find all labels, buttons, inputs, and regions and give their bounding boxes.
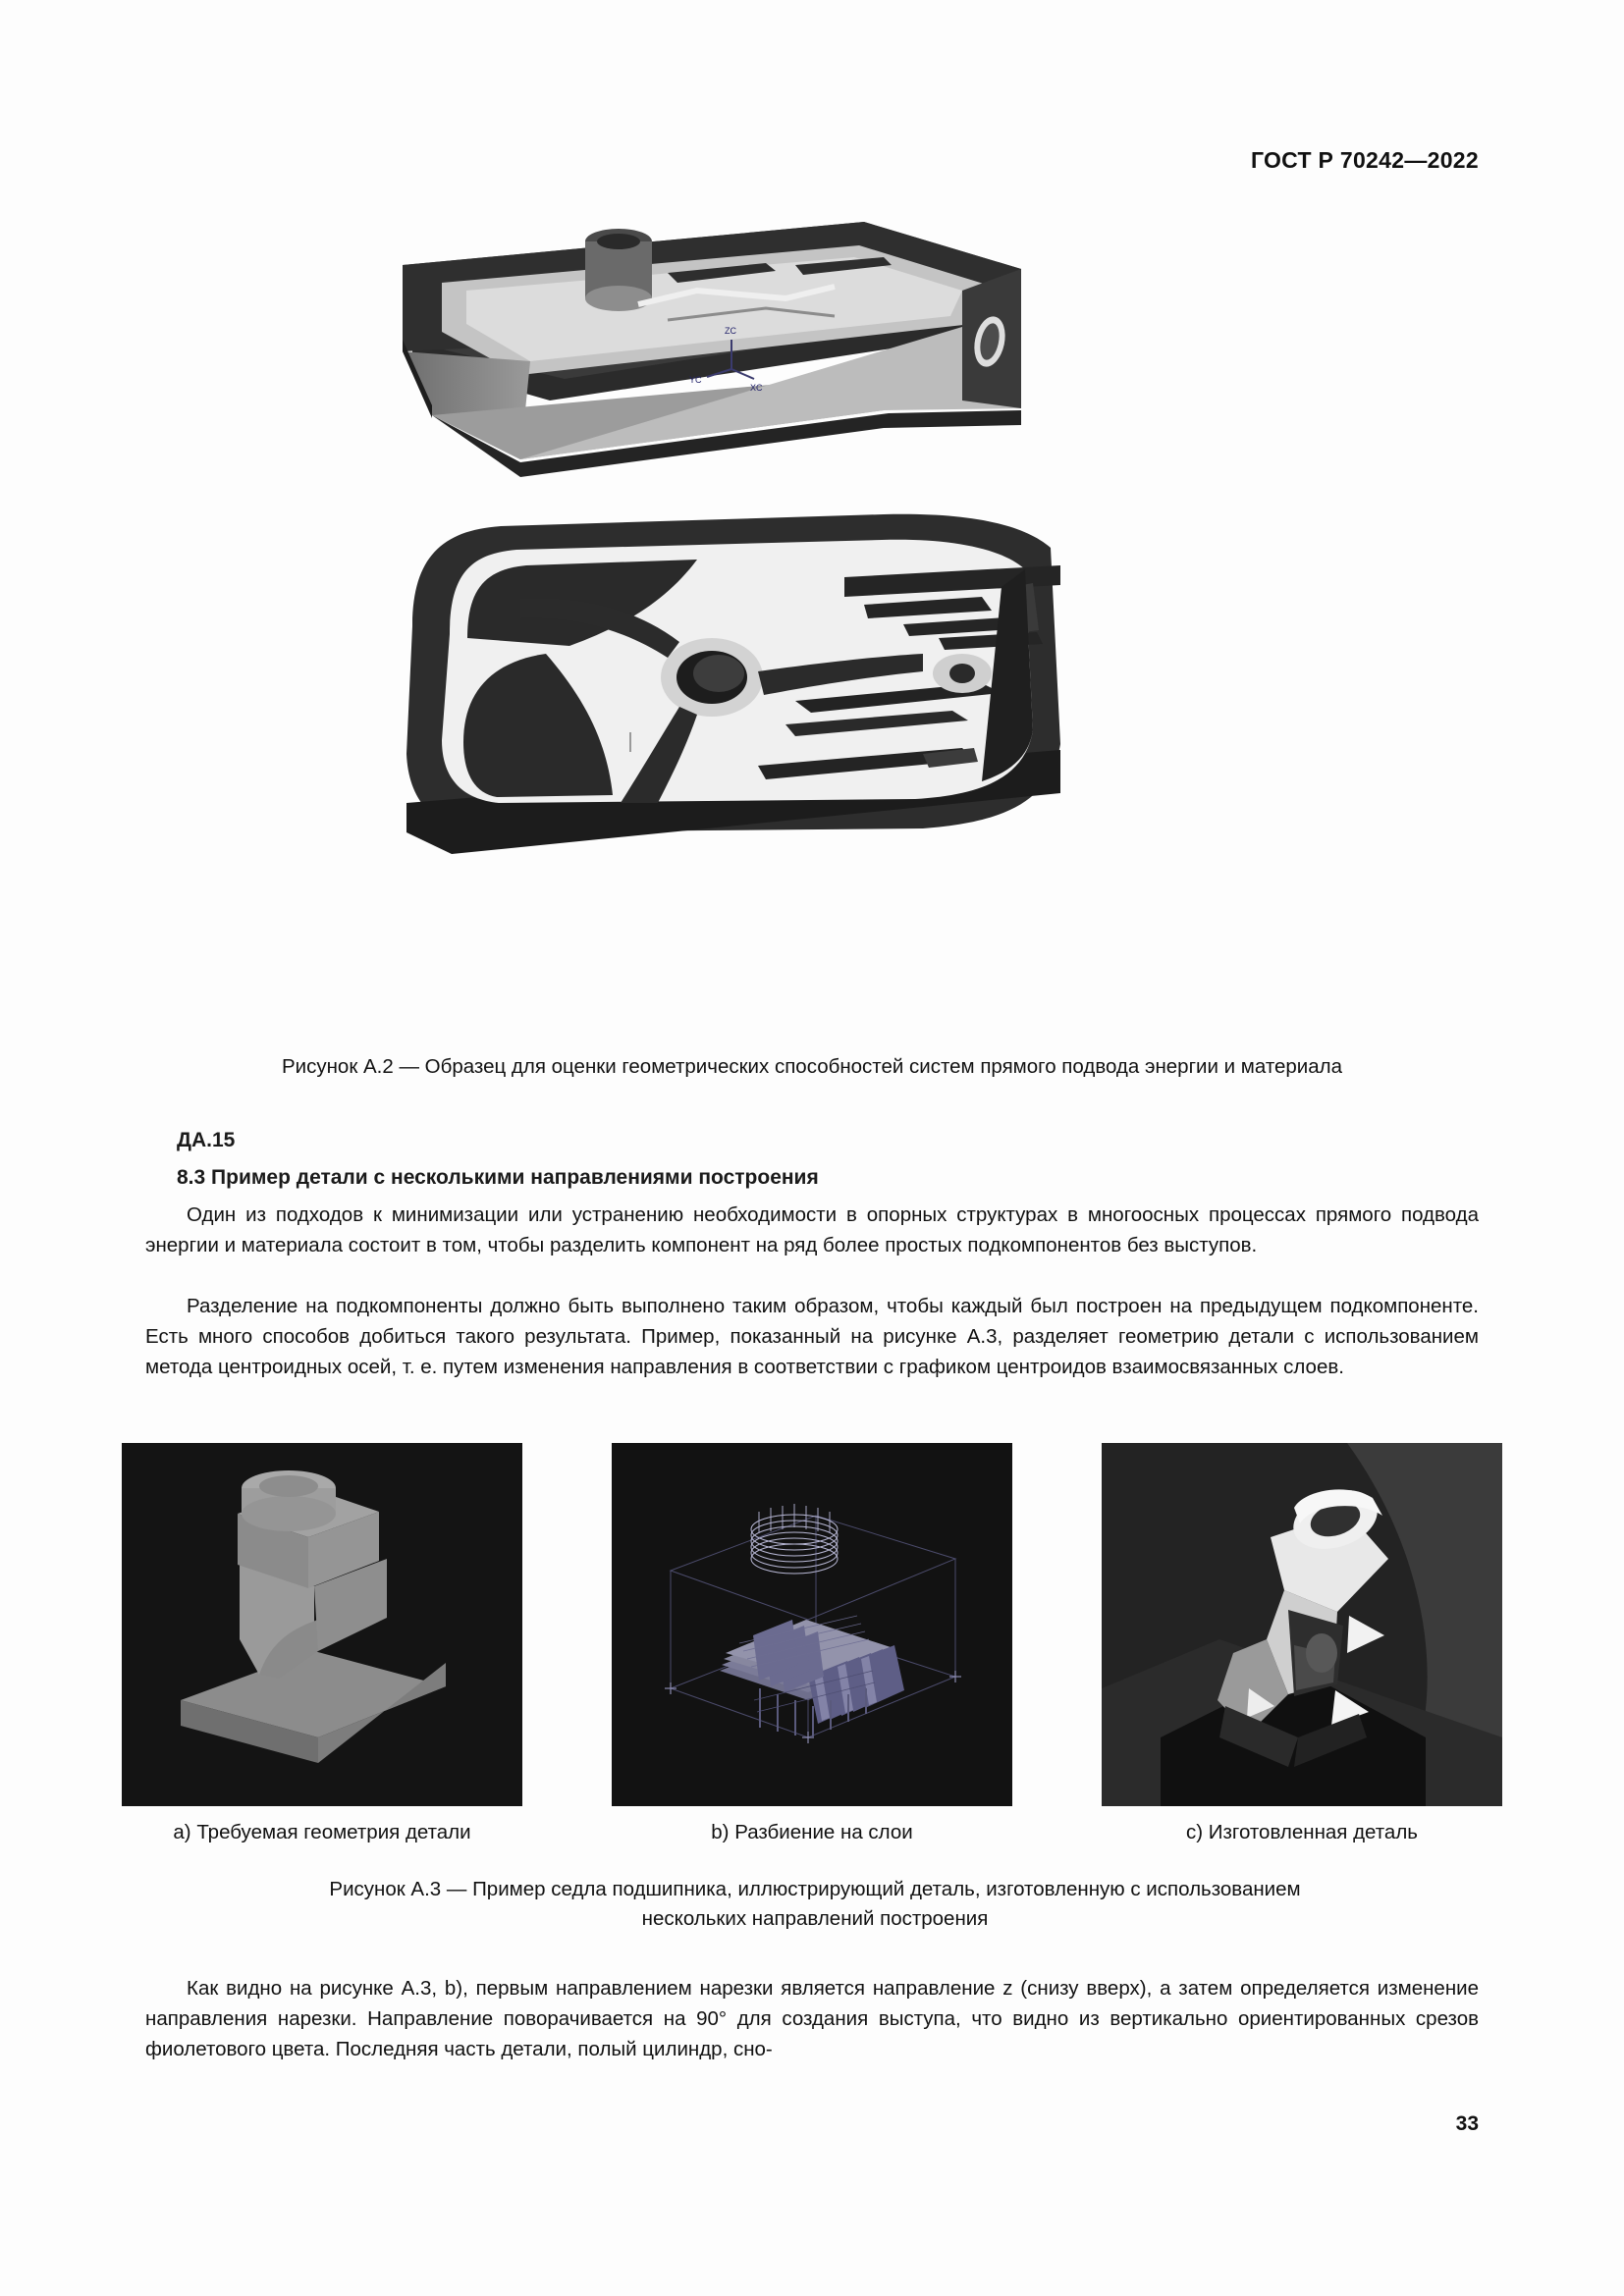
figure-a2-caption: Рисунок А.2 — Образец для оценки геометрических способностей систем прямого подвода энергии и материала — [281, 1055, 1343, 1078]
figure-a3-subcaptions — [122, 1821, 1502, 1844]
figure-a3-panel-c — [1102, 1443, 1502, 1806]
document-standard-number: ГОСТ Р 70242—2022 — [1250, 147, 1479, 173]
figure-a3-panel-b — [612, 1443, 1012, 1806]
paragraph-3 — [145, 1973, 1479, 2064]
figure-a3-subcaption-a: a) Требуемая геометрия детали — [173, 1821, 471, 1843]
figure-a3-subcaption-b: b) Разбиение на слои — [711, 1821, 913, 1843]
paragraph-2 — [145, 1291, 1479, 1382]
figure-a3-subcaption-c: c) Изготовленная деталь — [1186, 1821, 1418, 1843]
figure-a3-caption-line1: Рисунок А.3 — Пример седла подшипника, иллюстрирующий деталь, изготовленную с использованием — [329, 1878, 1301, 1900]
section-heading-83: 8.3 Пример детали с несколькими направлениями построения — [177, 1166, 819, 1189]
svg-text:XC: XC — [750, 383, 763, 393]
paragraph-1 — [145, 1200, 1479, 1260]
figure-a3-panel-a — [122, 1443, 522, 1806]
paragraph-1-text: Один из подходов к минимизации или устранению необходимости в опорных структурах в многоосных процессах прямого подвода энергии и материала состоит в том, чтобы разделить компонент на ряд более простых подкомпонентов без выступов. — [145, 1203, 1479, 1257]
paragraph-3-text: Как видно на рисунке А.3, b), первым направлением нарезки является направление z (снизу вверх), а затем определяется изменение направления нарезки. Направление поворачивается на 90° для создания выступа, что видно из вертикально ориентированных срезов фиолетового цвета. Последняя часть детали, полый цилиндр, сно- — [145, 1977, 1479, 2061]
page-number: 33 — [1455, 2112, 1479, 2135]
section-label-da15: ДА.15 — [177, 1129, 236, 1151]
svg-text:ZC: ZC — [725, 326, 736, 336]
figure-a3-caption — [137, 1875, 1492, 1933]
figure-a3-row — [122, 1443, 1502, 1806]
svg-text:YC: YC — [689, 375, 702, 385]
figure-a2-image — [373, 214, 1168, 1029]
figure-a3-caption-line2: нескольких направлений построения — [641, 1906, 989, 1930]
paragraph-2-text: Разделение на подкомпоненты должно быть выполнено таким образом, чтобы каждый был построен на предыдущем подкомпоненте. Есть много способов добиться такого результата. Пример, показанный на рисунке А.3, разделяет геометрию детали с использованием метода центроидных осей, т. е. путем изменения направления в соответствии с графиком центроидов взаимосвязанных слоев. — [145, 1295, 1479, 1379]
